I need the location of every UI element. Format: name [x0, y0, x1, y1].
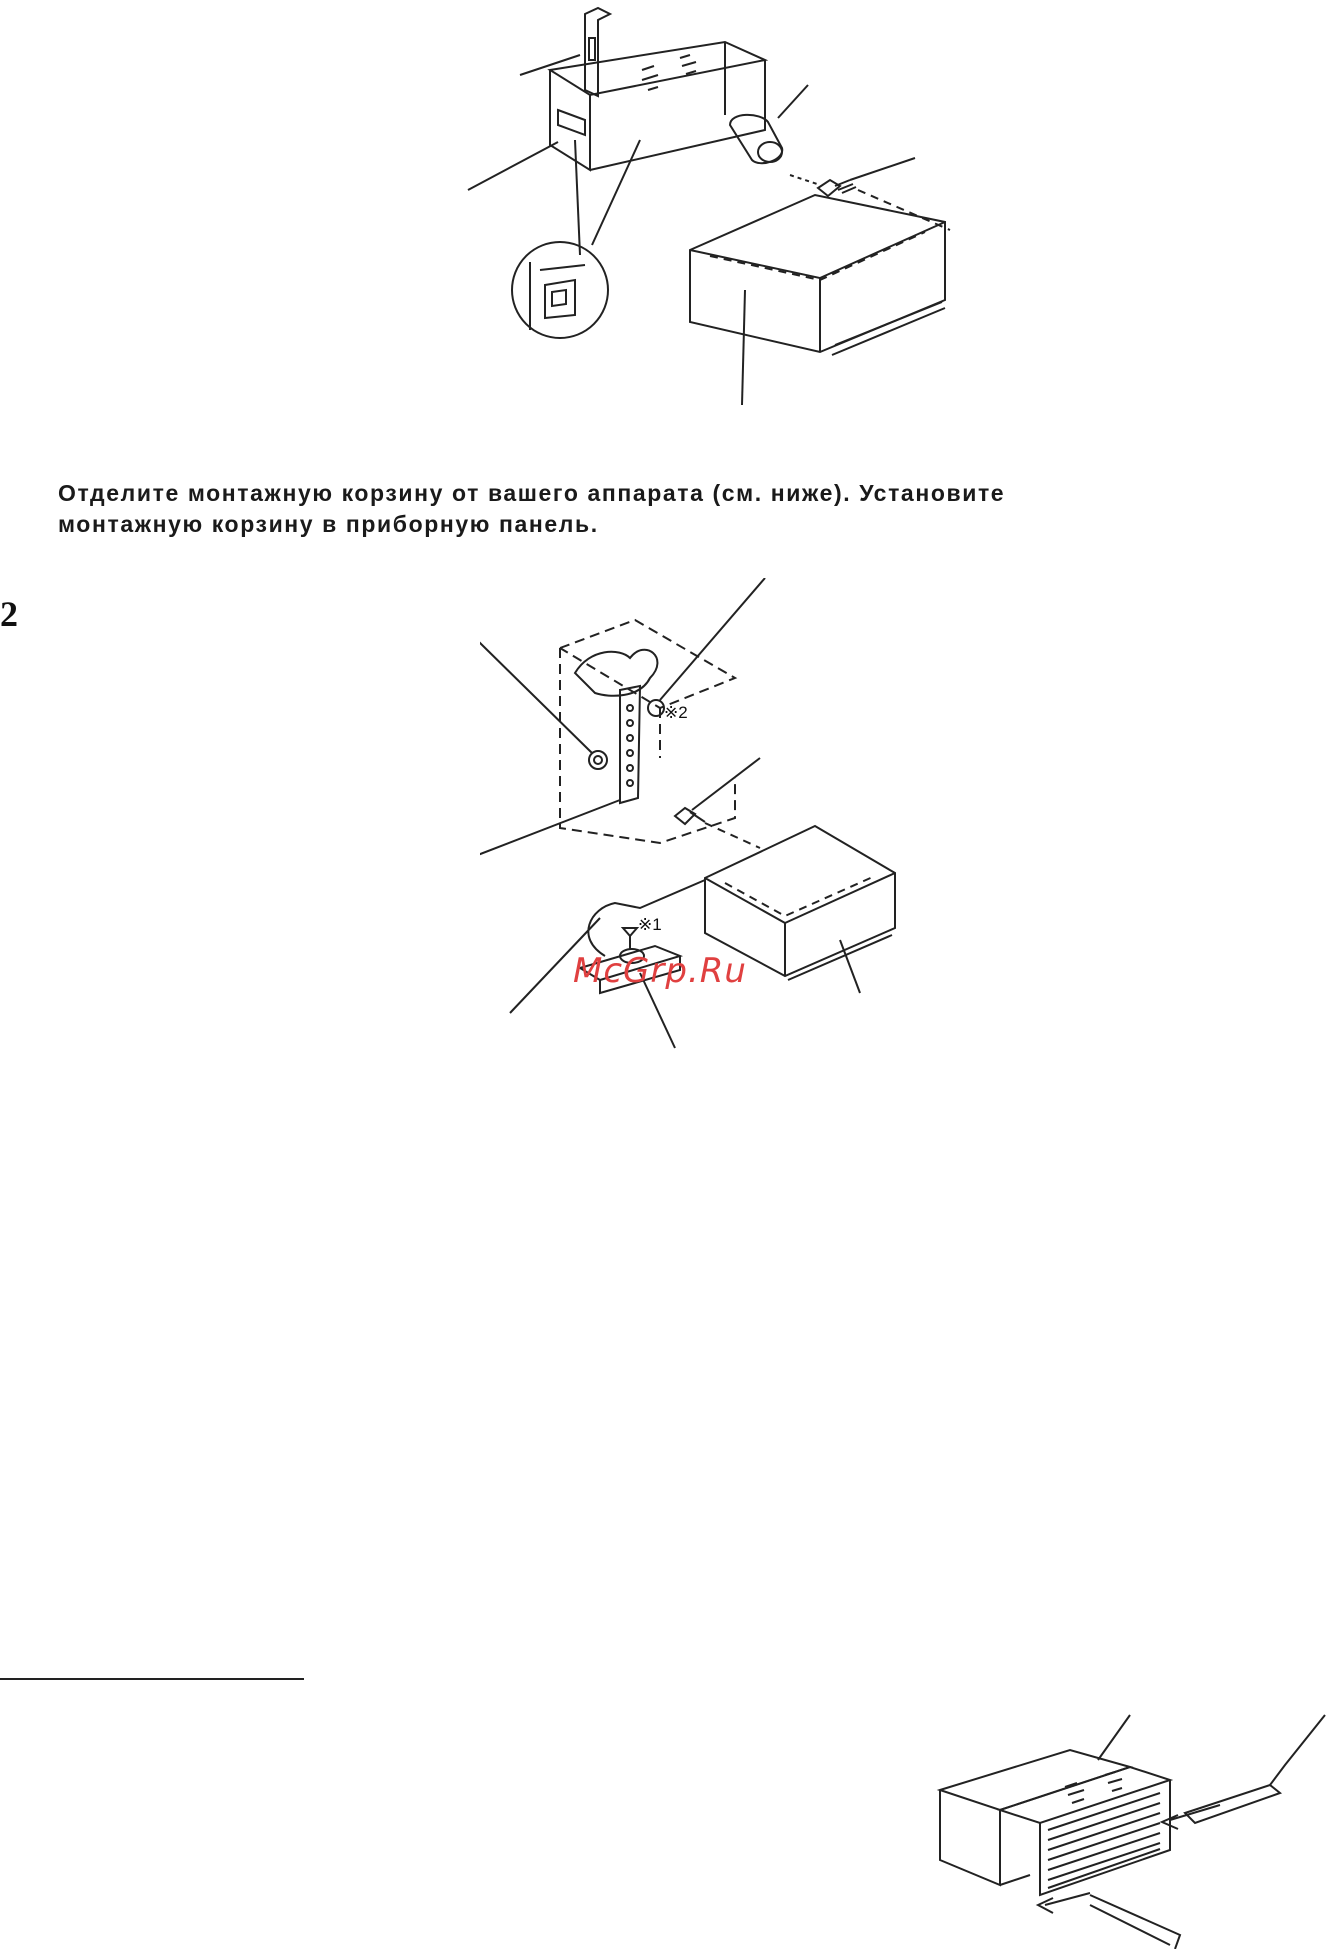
- mark-2-label: ※2: [664, 703, 688, 722]
- instruction-text: [58, 478, 1340, 540]
- figure-mounting-sleeve: [380, 0, 1040, 410]
- instruction-line-2: монтажную корзину в приборную панель.: [58, 511, 599, 537]
- instruction-line-1: Отделите монтажную корзину от вашего аппарата (см. ниже). Установите: [58, 480, 1006, 506]
- step-number: 2: [0, 594, 18, 634]
- mark-1-label: ※1: [638, 915, 662, 934]
- footnote-divider: [0, 1678, 304, 1680]
- watermark: McGrp.Ru: [573, 951, 747, 991]
- figure-release-keys: [930, 1705, 1330, 1949]
